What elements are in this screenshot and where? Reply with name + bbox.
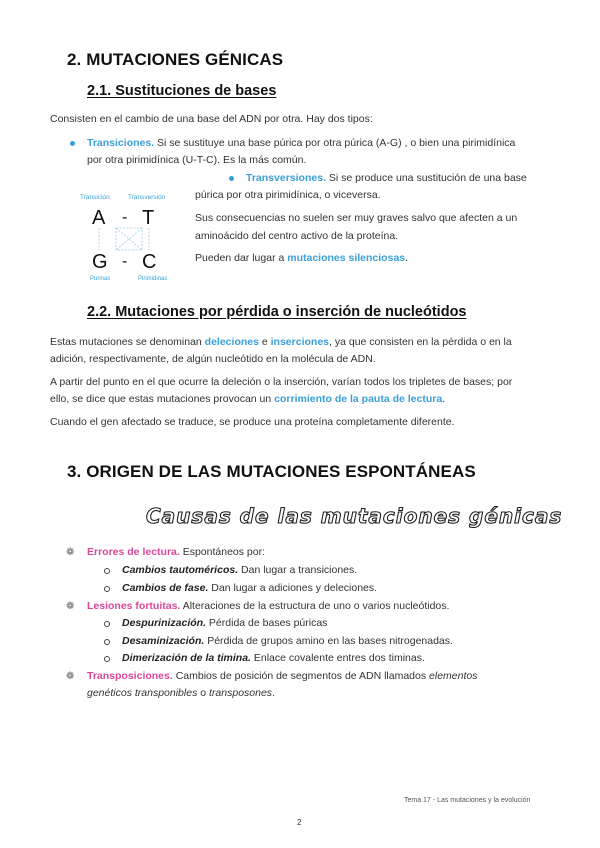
transiciones-line-2: por otra pirimidínica (U-T-C). Es la más común. [87,154,307,166]
dimerizacion-label: Dimerización de la timina. [122,652,251,664]
silenciosas-label: mutaciones silenciosas [287,252,406,264]
sub-bullet-circle [104,586,110,592]
tripletes-line-1: A partir del punto en el que ocurre la deleción o la inserción, varían todos los tripletes de bases; por [50,376,513,388]
corrimiento-label: corrimiento de la pauta de lectura [274,393,443,405]
sustituciones-intro: Consisten en el cambio de una base del ADN por otra. Hay dos tipos: [50,113,373,125]
transposones-mid: o [197,687,210,699]
errores-line [87,543,265,561]
subsection-2-1-title: 2.1. Sustituciones de bases [87,83,277,99]
transposiciones-line-1 [87,667,477,685]
substitution-diagram [78,190,188,282]
transposiciones-line-2 [87,684,275,702]
silenciosas-post: . [405,252,409,264]
diagram-base-c: C [142,251,157,273]
lesiones-line [87,597,449,615]
page-number: 2 [297,818,302,827]
despurinizacion-label: Despurinización. [122,617,207,629]
p2-b: ello, se dice que estas mutaciones provocan un [50,393,275,405]
silenciosas-line [195,249,408,267]
fase-label: Cambios de fase. [122,582,209,594]
sub-bullet-circle [104,621,110,627]
deleciones-line-2: adición, respectivamente, de algún nucleótido en la molécula de ADN. [50,353,376,365]
transposones-end: . [272,687,275,699]
geneticos-transponibles-em: genéticos transponibles [87,687,198,699]
transversiones-line-1 [246,169,527,187]
transiciones-label: Transiciones. [87,137,155,149]
p1-e: e [258,336,271,348]
tautomericos-line [122,561,357,579]
diagram-base-a: A [92,207,106,229]
diagram-label-pirimidinas: Pirimidinas [138,276,168,282]
proteina-line: Cuando el gen afectado se traduce, se produce una proteína completamente diferente. [50,416,455,428]
inserciones-label: inserciones [270,336,330,348]
tautomericos-label: Cambios tautoméricos. [122,564,239,576]
subsection-2-2-title: 2.2. Mutaciones por pérdida o inserción de nucleótidos [87,304,467,320]
silenciosas-pre: Pueden dar lugar a [195,252,288,264]
transposones-em: transposones [209,687,273,699]
diagram-base-g: G [92,251,108,273]
despurinizacion-text: Pérdida de bases púricas [206,617,328,629]
deleciones-label: deleciones [204,336,259,348]
errores-label: Errores de lectura. [87,546,180,558]
despurinizacion-line [122,614,327,632]
diagram-dash-top: - [122,209,128,226]
gear-bullet-icon: ❁ [66,601,75,612]
sub-bullet-circle [104,568,110,574]
section-3-title: 3. ORIGEN DE LAS MUTACIONES ESPONTÁNEAS [67,462,476,481]
transiciones-text: Si se sustituye una base púrica por otra púrica (A-G) , o bien una pirimidínica [154,137,516,149]
causas-fancy-title: Causas de las mutaciones génicas [146,504,563,528]
fase-line [122,579,377,597]
dimerizacion-line [122,649,425,667]
elementos-em: elementos [429,670,478,682]
diagram-label-transversion: Transversión [128,194,166,201]
sub-bullet-circle [104,639,110,645]
fase-text: Dan lugar a adiciones y deleciones. [208,582,378,594]
consecuencias-line-2: aminoácido del centro activo de la proteína. [195,230,399,242]
lesiones-label: Lesiones fortuitas. [87,600,181,612]
desaminizacion-line [122,632,453,650]
transversiones-line-2: púrica por otra pirimidínica, o viceversa. [195,189,381,201]
gear-bullet-icon: ❁ [66,671,75,682]
transposiciones-text: Cambios de posición de segmentos de ADN llamados [172,670,430,682]
transversiones-text: Si se produce una sustitución de una base [325,172,527,184]
diagram-label-purinas: Purinas [90,276,111,282]
section-2-title: 2. MUTACIONES GÉNICAS [67,50,284,69]
p1-a: Estas mutaciones se denominan [50,336,205,348]
bullet-dot [70,141,75,146]
transiciones-line-1 [87,134,515,152]
dimerizacion-text: Enlace covalente entres dos timinas. [250,652,425,664]
bullet-dot [229,176,234,181]
desaminizacion-text: Pérdida de grupos amino en las bases nitrogenadas. [204,635,453,647]
p1-b: , ya que consisten en la pérdida o en la [329,336,512,348]
consecuencias-line-1: Sus consecuencias no suelen ser muy graves salvo que afecten a un [195,212,518,224]
deleciones-line-1 [50,333,512,351]
diagram-base-t: T [142,207,155,229]
sub-bullet-circle [104,656,110,662]
tautomericos-text: Dan lugar a transiciones. [238,564,358,576]
errores-text: Espontáneos por: [179,546,266,558]
transversiones-label: Transversiones. [246,172,326,184]
transposiciones-label: Transposiciones. [87,670,173,682]
gear-bullet-icon: ❁ [66,547,75,558]
tripletes-line-2 [50,390,445,408]
desaminizacion-label: Desaminización. [122,635,205,647]
diagram-dash-bottom: - [122,253,128,270]
p2-c: . [442,393,446,405]
footer-topic: Tema 17 - Las mutaciones y la evolución [404,797,531,804]
diagram-label-transicion: Transición [80,194,110,201]
lesiones-text: Alteraciones de la estructura de uno o varios nucleótidos. [180,600,450,612]
